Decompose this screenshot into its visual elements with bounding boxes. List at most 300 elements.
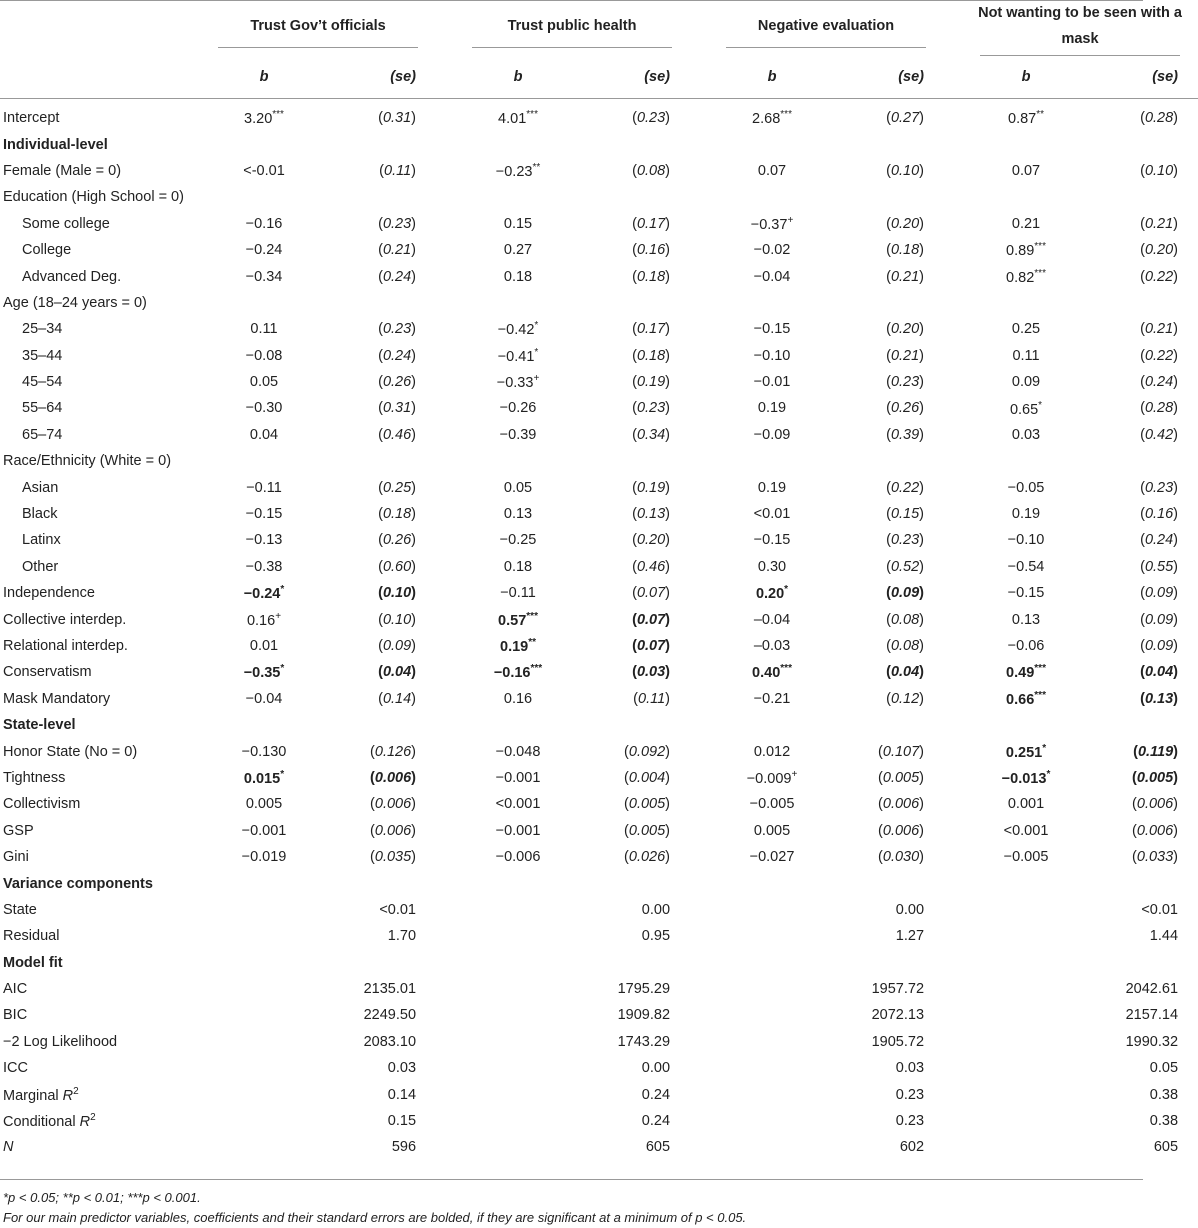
row-label: −2 Log Likelihood bbox=[3, 1033, 118, 1050]
coef-cell: 0.19 bbox=[1011, 506, 1041, 523]
se-cell: (0.55) bbox=[1140, 558, 1179, 575]
coef-cell: 0.19 bbox=[757, 400, 787, 417]
row-label: BIC bbox=[3, 1007, 28, 1024]
coef-cell: −0.23** bbox=[495, 162, 541, 180]
se-cell: (0.08) bbox=[886, 611, 925, 628]
se-cell: (0.31) bbox=[378, 110, 417, 127]
section-heading: State-level bbox=[3, 717, 76, 734]
coef-cell: 0.57*** bbox=[498, 610, 538, 629]
se-cell: (0.035) bbox=[370, 849, 417, 866]
stat-cell: 2249.50 bbox=[363, 1007, 417, 1024]
row-label: AIC bbox=[3, 981, 28, 998]
stat-cell: 0.00 bbox=[641, 1060, 671, 1077]
coef-cell: −0.35* bbox=[243, 663, 285, 682]
coef-cell: 0.18 bbox=[503, 558, 533, 575]
coef-cell: 0.27 bbox=[503, 242, 533, 259]
se-cell: (0.21) bbox=[886, 347, 925, 364]
se-cell: (0.11) bbox=[633, 690, 671, 707]
se-cell: (0.006) bbox=[1132, 822, 1179, 839]
row-label: Collective interdep. bbox=[3, 611, 127, 628]
stat-cell: 1795.29 bbox=[617, 981, 671, 998]
stat-cell: 1.44 bbox=[1149, 928, 1179, 945]
se-cell: (0.23) bbox=[886, 374, 925, 391]
coef-cell: −0.24 bbox=[245, 242, 283, 259]
se-cell: (0.23) bbox=[378, 215, 417, 232]
coef-cell: −0.15 bbox=[245, 506, 283, 523]
coef-cell: 0.07 bbox=[757, 162, 787, 179]
coef-cell: 0.21 bbox=[1011, 215, 1041, 232]
coef-cell: 0.07 bbox=[1011, 162, 1041, 179]
coef-cell: −0.54 bbox=[1007, 558, 1045, 575]
se-cell: (0.07) bbox=[632, 611, 671, 628]
sub-header-b: b bbox=[259, 69, 269, 85]
se-cell: (0.24) bbox=[378, 268, 417, 285]
se-cell: (0.22) bbox=[1140, 347, 1179, 364]
se-cell: (0.52) bbox=[886, 558, 925, 575]
se-cell: (0.10) bbox=[378, 585, 417, 602]
stat-cell: 602 bbox=[899, 1139, 925, 1156]
row-label: Tightness bbox=[3, 769, 66, 786]
coef-cell: 0.25 bbox=[1011, 321, 1041, 338]
row-label: Conservatism bbox=[3, 664, 92, 681]
stat-cell: 0.38 bbox=[1149, 1086, 1179, 1103]
coef-cell: 0.13 bbox=[503, 506, 533, 523]
row-label: Conditional $R^2$ bbox=[3, 1112, 96, 1130]
stat-cell: 0.00 bbox=[641, 901, 671, 918]
se-cell: (0.13) bbox=[1140, 690, 1179, 707]
sub-header-se: (se) bbox=[390, 69, 417, 85]
se-cell: (0.20) bbox=[886, 215, 925, 232]
coef-cell: −0.30 bbox=[245, 400, 283, 417]
se-cell: (0.09) bbox=[378, 638, 417, 654]
row-label: Marginal $R^2$ bbox=[3, 1085, 79, 1104]
sub-header-b: b bbox=[513, 69, 523, 85]
stat-cell: 0.15 bbox=[387, 1113, 417, 1130]
se-cell: (0.006) bbox=[878, 796, 925, 813]
coef-cell: −0.24* bbox=[243, 584, 285, 603]
se-cell: (0.42) bbox=[1140, 426, 1179, 443]
coef-cell: 0.11 bbox=[1012, 347, 1040, 364]
coef-cell: −0.08 bbox=[245, 347, 283, 364]
se-cell: (0.24) bbox=[378, 347, 417, 364]
coef-cell: 0.09 bbox=[1011, 374, 1041, 391]
table-row bbox=[0, 263, 1198, 289]
table-row bbox=[0, 1002, 1198, 1028]
se-cell: (0.08) bbox=[886, 638, 925, 654]
coef-cell: −0.34 bbox=[245, 268, 283, 285]
stat-cell: <0.01 bbox=[379, 901, 417, 918]
row-label: Black bbox=[22, 506, 58, 523]
coef-cell: −0.37+ bbox=[750, 214, 794, 233]
coef-cell: 0.251* bbox=[1005, 742, 1047, 761]
footnote-significance: *p < 0.05; **p < 0.01; ***p < 0.001. bbox=[3, 1190, 201, 1205]
se-cell: (0.21) bbox=[886, 268, 925, 285]
coef-cell: −0.04 bbox=[753, 268, 791, 285]
se-cell: (0.08) bbox=[632, 162, 671, 179]
se-cell: (0.10) bbox=[1140, 162, 1179, 179]
coef-cell: 0.16+ bbox=[246, 610, 282, 629]
row-label: Some college bbox=[22, 215, 110, 232]
stat-cell: 0.23 bbox=[895, 1113, 925, 1130]
row-label: 65–74 bbox=[22, 426, 63, 443]
footnote-bold-note: For our main predictor variables, coefficients and their standard errors are bolded, if they are significant at a minimum of p < 0.05. bbox=[3, 1210, 747, 1225]
se-cell: (0.34) bbox=[632, 426, 671, 443]
coef-cell: −0.001 bbox=[495, 769, 541, 786]
se-cell: (0.005) bbox=[624, 822, 671, 839]
coef-cell: 0.03 bbox=[1011, 426, 1041, 443]
coef-cell: 0.82*** bbox=[1006, 267, 1046, 286]
coef-cell: –0.03 bbox=[753, 638, 791, 654]
se-cell: (0.28) bbox=[1140, 110, 1179, 127]
se-cell: (0.026) bbox=[624, 849, 671, 866]
se-cell: (0.15) bbox=[886, 506, 925, 523]
table-row bbox=[0, 1134, 1198, 1160]
row-label: Residual bbox=[3, 928, 60, 945]
se-cell: (0.005) bbox=[878, 769, 925, 786]
se-cell: (0.107) bbox=[878, 743, 925, 760]
coef-cell: 0.66*** bbox=[1006, 689, 1046, 708]
row-label: 35–44 bbox=[22, 347, 63, 364]
row-label: Advanced Deg. bbox=[22, 268, 122, 285]
row-label: Race/Ethnicity (White = 0) bbox=[3, 453, 172, 470]
sub-header-se: (se) bbox=[898, 69, 925, 85]
coef-cell: <0.01 bbox=[753, 506, 791, 523]
se-cell: (0.16) bbox=[632, 242, 671, 259]
coef-cell: 0.13 bbox=[1011, 611, 1041, 628]
se-cell: (0.092) bbox=[624, 743, 671, 760]
table-row bbox=[0, 580, 1198, 606]
se-cell: (0.18) bbox=[632, 268, 671, 285]
row-label: ICC bbox=[3, 1060, 28, 1077]
coef-cell: 0.005 bbox=[245, 796, 283, 813]
table-row bbox=[0, 1055, 1198, 1081]
coef-cell: −0.013* bbox=[1001, 769, 1051, 787]
group-header: Trust public health bbox=[507, 18, 637, 34]
coef-cell: 0.015* bbox=[243, 769, 285, 787]
se-cell: (0.119) bbox=[1133, 743, 1179, 760]
stat-cell: 2042.61 bbox=[1125, 981, 1179, 998]
coef-cell: −0.39 bbox=[499, 426, 537, 443]
table-body bbox=[0, 99, 1198, 1161]
coef-cell: 0.012 bbox=[753, 743, 791, 760]
row-label: Latinx bbox=[22, 532, 61, 549]
table-row bbox=[0, 897, 1198, 923]
coef-cell: −0.15 bbox=[753, 321, 791, 338]
coef-cell: 0.001 bbox=[1007, 796, 1045, 813]
se-cell: (0.46) bbox=[632, 558, 671, 575]
se-cell: (0.11) bbox=[379, 162, 417, 179]
se-cell: (0.006) bbox=[370, 769, 417, 786]
row-label: N bbox=[3, 1139, 14, 1156]
coef-cell: 0.01 bbox=[249, 638, 279, 654]
coef-cell: −0.09 bbox=[753, 426, 791, 443]
coef-cell: 0.87** bbox=[1008, 109, 1045, 128]
coef-cell: 0.04 bbox=[249, 426, 279, 443]
se-cell: (0.004) bbox=[624, 769, 671, 786]
table-row bbox=[0, 844, 1198, 870]
coef-cell: 0.18 bbox=[503, 268, 533, 285]
se-cell: (0.21) bbox=[1140, 215, 1179, 232]
coef-cell: −0.04 bbox=[245, 690, 283, 707]
coef-cell: −0.11 bbox=[246, 479, 282, 496]
coef-cell: −0.048 bbox=[495, 743, 541, 760]
coef-cell: −0.15 bbox=[753, 532, 791, 549]
stat-cell: 0.05 bbox=[1149, 1060, 1179, 1077]
coef-cell: −0.06 bbox=[1007, 638, 1045, 654]
sub-header-b: b bbox=[1021, 69, 1031, 85]
se-cell: (0.20) bbox=[632, 532, 671, 549]
stat-cell: 605 bbox=[1153, 1139, 1179, 1156]
coef-cell: −0.05 bbox=[1007, 479, 1045, 496]
coef-cell: −0.001 bbox=[495, 822, 541, 839]
table-row bbox=[0, 527, 1198, 553]
sub-header-se: (se) bbox=[644, 69, 671, 85]
table-row bbox=[0, 448, 1198, 474]
section-heading: Variance components bbox=[3, 875, 153, 892]
table-row bbox=[0, 633, 1198, 659]
section-heading: Model fit bbox=[3, 954, 63, 971]
coef-cell: 0.005 bbox=[753, 822, 791, 839]
coef-cell: 0.20* bbox=[755, 584, 789, 603]
row-label: Intercept bbox=[3, 110, 60, 127]
table-row bbox=[0, 290, 1198, 316]
stat-cell: 0.00 bbox=[895, 901, 925, 918]
sub-header-b: b bbox=[767, 69, 777, 85]
se-cell: (0.46) bbox=[378, 426, 417, 443]
stat-cell: 0.38 bbox=[1149, 1113, 1179, 1130]
se-cell: (0.10) bbox=[378, 611, 417, 628]
stat-cell: 0.03 bbox=[895, 1060, 925, 1077]
coef-cell: −0.005 bbox=[749, 796, 795, 813]
se-cell: (0.18) bbox=[378, 506, 417, 523]
table-row bbox=[0, 976, 1198, 1002]
bottom-rule bbox=[0, 1179, 1143, 1180]
coef-cell: −0.001 bbox=[241, 822, 287, 839]
table-row bbox=[0, 237, 1198, 263]
table-row bbox=[0, 99, 1198, 132]
row-label: State bbox=[3, 901, 37, 918]
stat-cell: 2135.01 bbox=[363, 981, 417, 998]
row-label: Education (High School = 0) bbox=[3, 189, 184, 206]
se-cell: (0.23) bbox=[886, 532, 925, 549]
sub-header-row bbox=[0, 56, 1198, 99]
table-row bbox=[0, 791, 1198, 817]
stat-cell: 2083.10 bbox=[363, 1033, 417, 1050]
se-cell: (0.006) bbox=[370, 796, 417, 813]
se-cell: (0.09) bbox=[1140, 638, 1179, 654]
se-cell: (0.09) bbox=[886, 585, 925, 602]
coef-cell: −0.005 bbox=[1003, 849, 1049, 866]
se-cell: (0.04) bbox=[378, 664, 417, 681]
se-cell: (0.18) bbox=[886, 242, 925, 259]
coef-cell: −0.01 bbox=[753, 374, 791, 391]
row-label: Age (18–24 years = 0) bbox=[3, 294, 147, 311]
coef-cell: −0.006 bbox=[495, 849, 541, 866]
group-header-row bbox=[0, 0, 1198, 56]
se-cell: (0.22) bbox=[1140, 268, 1179, 285]
stat-cell: 0.03 bbox=[387, 1060, 417, 1077]
section-heading: Individual-level bbox=[3, 136, 108, 153]
coef-cell: 3.20*** bbox=[244, 109, 284, 128]
table-row bbox=[0, 158, 1198, 184]
coef-cell: −0.13 bbox=[245, 532, 283, 549]
table-row bbox=[0, 870, 1198, 896]
se-cell: (0.24) bbox=[1140, 374, 1179, 391]
row-label: GSP bbox=[3, 822, 34, 839]
se-cell: (0.04) bbox=[1140, 664, 1179, 681]
se-cell: (0.14) bbox=[378, 690, 417, 707]
se-cell: (0.09) bbox=[1140, 585, 1179, 602]
table-row bbox=[0, 501, 1198, 527]
se-cell: (0.25) bbox=[378, 479, 417, 496]
se-cell: (0.18) bbox=[632, 347, 671, 364]
table-row bbox=[0, 343, 1198, 369]
coef-cell: 0.89*** bbox=[1006, 241, 1046, 260]
group-header: Trust Gov’t officials bbox=[250, 18, 386, 34]
table-row bbox=[0, 316, 1198, 342]
se-cell: (0.60) bbox=[378, 558, 417, 575]
coef-cell: 0.30 bbox=[757, 558, 787, 575]
table-row bbox=[0, 1108, 1198, 1134]
se-cell: (0.21) bbox=[378, 242, 417, 259]
se-cell: (0.26) bbox=[378, 374, 417, 391]
se-cell: (0.030) bbox=[878, 849, 925, 866]
stat-cell: 1990.32 bbox=[1125, 1033, 1179, 1050]
coef-cell: −0.21 bbox=[753, 690, 791, 707]
se-cell: (0.19) bbox=[632, 479, 671, 496]
coef-cell: 0.19 bbox=[757, 479, 787, 496]
coef-cell: 0.65* bbox=[1009, 399, 1043, 418]
coef-cell: −0.027 bbox=[749, 849, 795, 866]
coef-cell: −0.130 bbox=[241, 743, 287, 760]
table-row bbox=[0, 950, 1198, 976]
se-cell: (0.26) bbox=[378, 532, 417, 549]
stat-cell: 0.14 bbox=[387, 1086, 417, 1103]
stat-cell: 0.95 bbox=[641, 928, 671, 945]
coef-cell: −0.33+ bbox=[496, 373, 540, 392]
stat-cell: 2157.14 bbox=[1125, 1007, 1179, 1024]
row-label: College bbox=[22, 242, 72, 259]
stat-cell: 0.24 bbox=[641, 1086, 671, 1103]
coef-cell: 0.05 bbox=[503, 479, 533, 496]
se-cell: (0.13) bbox=[632, 506, 671, 523]
stat-cell: 0.23 bbox=[895, 1086, 925, 1103]
coef-cell: −0.15 bbox=[1007, 585, 1045, 602]
table-row bbox=[0, 1081, 1198, 1107]
stat-cell: <0.01 bbox=[1141, 901, 1179, 918]
row-label: Relational interdep. bbox=[3, 638, 128, 654]
coef-cell: 0.05 bbox=[249, 374, 279, 391]
table-row bbox=[0, 369, 1198, 395]
se-cell: (0.19) bbox=[632, 374, 671, 391]
coef-cell: −0.009+ bbox=[746, 769, 798, 787]
se-cell: (0.24) bbox=[1140, 532, 1179, 549]
table-row bbox=[0, 184, 1198, 210]
coef-cell: <-0.01 bbox=[243, 162, 285, 179]
coef-cell: 2.68*** bbox=[752, 109, 792, 128]
row-label: 45–54 bbox=[22, 374, 63, 391]
row-label: Mask Mandatory bbox=[3, 690, 111, 707]
se-cell: (0.006) bbox=[878, 822, 925, 839]
se-cell: (0.20) bbox=[1140, 242, 1179, 259]
table-row bbox=[0, 765, 1198, 791]
se-cell: (0.12) bbox=[886, 690, 925, 707]
coef-cell: −0.019 bbox=[241, 849, 287, 866]
se-cell: (0.03) bbox=[632, 664, 671, 681]
coef-cell: −0.16 bbox=[245, 215, 283, 232]
se-cell: (0.006) bbox=[370, 822, 417, 839]
table-row bbox=[0, 923, 1198, 949]
stat-cell: 0.24 bbox=[641, 1113, 671, 1130]
row-label: Honor State (No = 0) bbox=[3, 743, 138, 760]
se-cell: (0.04) bbox=[886, 664, 925, 681]
coef-cell: 0.16 bbox=[503, 690, 533, 707]
se-cell: (0.10) bbox=[886, 162, 925, 179]
se-cell: (0.27) bbox=[886, 110, 925, 127]
row-label: 25–34 bbox=[22, 321, 63, 338]
se-cell: (0.28) bbox=[1140, 400, 1179, 417]
coef-cell: 0.40*** bbox=[752, 663, 792, 682]
coef-cell: <0.001 bbox=[1003, 822, 1049, 839]
se-cell: (0.26) bbox=[886, 400, 925, 417]
table-row bbox=[0, 1029, 1198, 1055]
se-cell: (0.005) bbox=[624, 796, 671, 813]
row-label: Asian bbox=[22, 479, 59, 496]
se-cell: (0.005) bbox=[1132, 769, 1179, 786]
coef-cell: −0.26 bbox=[499, 400, 537, 417]
group-header: Negative evaluation bbox=[757, 18, 895, 34]
row-label: Independence bbox=[3, 585, 95, 602]
se-cell: (0.126) bbox=[370, 743, 417, 760]
coef-cell: −0.16*** bbox=[493, 663, 543, 682]
se-cell: (0.07) bbox=[632, 638, 671, 654]
sub-header-se: (se) bbox=[1152, 69, 1179, 85]
se-cell: (0.16) bbox=[1140, 506, 1179, 523]
se-cell: (0.23) bbox=[378, 321, 417, 338]
table-row bbox=[0, 712, 1198, 738]
coef-cell: 0.19** bbox=[500, 637, 537, 655]
stat-cell: 605 bbox=[645, 1139, 671, 1156]
se-cell: (0.09) bbox=[1140, 611, 1179, 628]
coef-cell: −0.10 bbox=[1007, 532, 1045, 549]
table-row bbox=[0, 659, 1198, 685]
table-row bbox=[0, 554, 1198, 580]
se-cell: (0.21) bbox=[1140, 321, 1179, 338]
coef-cell: 0.49*** bbox=[1006, 663, 1046, 682]
stat-cell: 596 bbox=[391, 1139, 417, 1156]
se-cell: (0.17) bbox=[632, 215, 671, 232]
se-cell: (0.22) bbox=[886, 479, 925, 496]
se-cell: (0.23) bbox=[632, 110, 671, 127]
se-cell: (0.23) bbox=[1140, 479, 1179, 496]
table-row bbox=[0, 422, 1198, 448]
se-cell: (0.033) bbox=[1132, 849, 1179, 866]
stat-cell: 1905.72 bbox=[871, 1033, 925, 1050]
se-cell: (0.39) bbox=[886, 426, 925, 443]
se-cell: (0.006) bbox=[1132, 796, 1179, 813]
table-row bbox=[0, 474, 1198, 500]
se-cell: (0.17) bbox=[632, 321, 671, 338]
table-row bbox=[0, 211, 1198, 237]
table-row bbox=[0, 606, 1198, 632]
coef-cell: −0.10 bbox=[753, 347, 791, 364]
row-label: Female (Male = 0) bbox=[3, 162, 122, 179]
coef-cell: −0.38 bbox=[245, 558, 283, 575]
stat-cell: 1.70 bbox=[387, 928, 417, 945]
stat-cell: 1909.82 bbox=[617, 1007, 671, 1024]
table-row bbox=[0, 818, 1198, 844]
se-cell: (0.07) bbox=[632, 585, 671, 602]
